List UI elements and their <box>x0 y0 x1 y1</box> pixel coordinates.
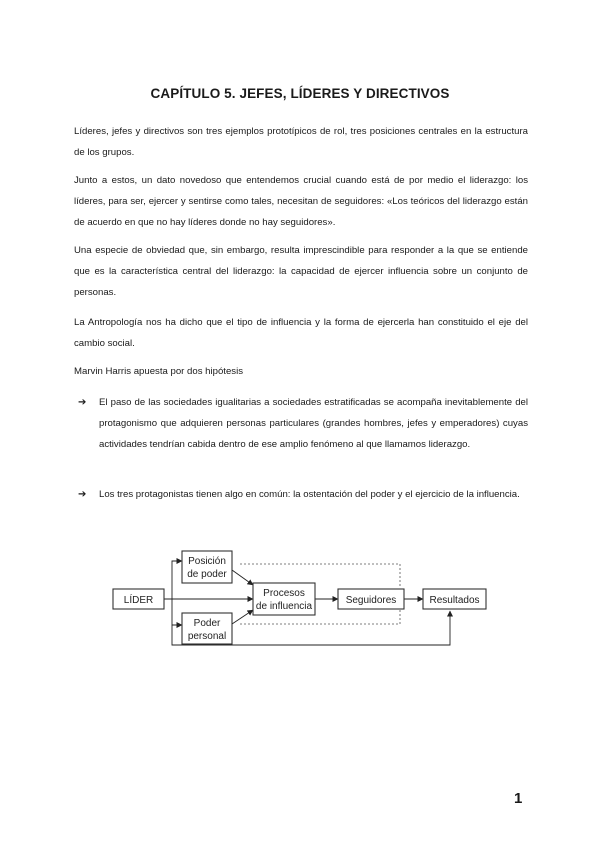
paragraph-1: Líderes, jefes y directivos son tres ejemplos prototípicos de rol, tres posiciones centrales en la estructura de los grupos. <box>74 126 528 158</box>
svg-text:Resultados: Resultados <box>429 595 480 606</box>
connector-lider-poder <box>172 599 182 625</box>
arrow-icon: ➔ <box>78 397 87 408</box>
svg-text:Posición: Posición <box>188 556 226 567</box>
paragraph-3: Una especie de obviedad que, sin embargo, resulta imprescindible para responder a la que se entiende que es la característica central del liderazgo: la capacidad de ejercer influencia sobre un conjunto de personas. <box>74 245 528 298</box>
paragraph-2: Junto a estos, un dato novedoso que entendemos crucial cuando está de por medio el liderazgo: los líderes, para ser, ejercer y sentirse como tales, necesitan de seguidores: «Los teóricos del liderazgo están de acuerdo en que no hay líderes donde no hay seguidores». <box>74 175 528 228</box>
arrow-icon: ➔ <box>78 489 87 500</box>
paragraph-5: Marvin Harris apuesta por dos hipótesis <box>74 366 244 377</box>
svg-text:Poder: Poder <box>193 618 221 629</box>
svg-text:LÍDER: LÍDER <box>123 595 154 606</box>
connector-poder-procesos <box>232 610 253 624</box>
svg-text:Procesos: Procesos <box>263 588 305 599</box>
svg-text:de poder: de poder <box>187 569 227 580</box>
connector-posicion-procesos <box>232 570 253 585</box>
box-procesos-de-influencia <box>253 583 315 615</box>
box-lider <box>113 589 164 609</box>
box-resultados <box>423 589 486 609</box>
svg-text:Seguidores: Seguidores <box>345 595 397 606</box>
page-number: 1 <box>514 790 523 807</box>
paragraph-4: La Antropología nos ha dicho que el tipo de influencia y la forma de ejercerla han constituido el eje del cambio social. <box>74 317 528 349</box>
bullet-text-1: El paso de las sociedades igualitarias a sociedades estratificadas se acompaña inevitablemente del protagonismo que adquieren personas particulares (grandes hombres, jefes y emperadores) cuyas actividades tendrían cabida dentro de ese amplio fenómeno al que llamamos liderazgo. <box>99 397 528 450</box>
chapter-title: CAPÍTULO 5. JEFES, LÍDERES Y DIRECTIVOS <box>150 86 450 101</box>
bullet-text-2: Los tres protagonistas tienen algo en común: la ostentación del poder y el ejercicio de la influencia. <box>99 489 520 500</box>
connector-lider-posicion <box>164 561 182 599</box>
box-seguidores <box>338 589 404 609</box>
box-poder-personal <box>182 613 232 644</box>
svg-text:personal: personal <box>187 631 227 642</box>
box-posicion-de-poder <box>182 551 232 583</box>
svg-text:de influencia: de influencia <box>255 601 313 612</box>
